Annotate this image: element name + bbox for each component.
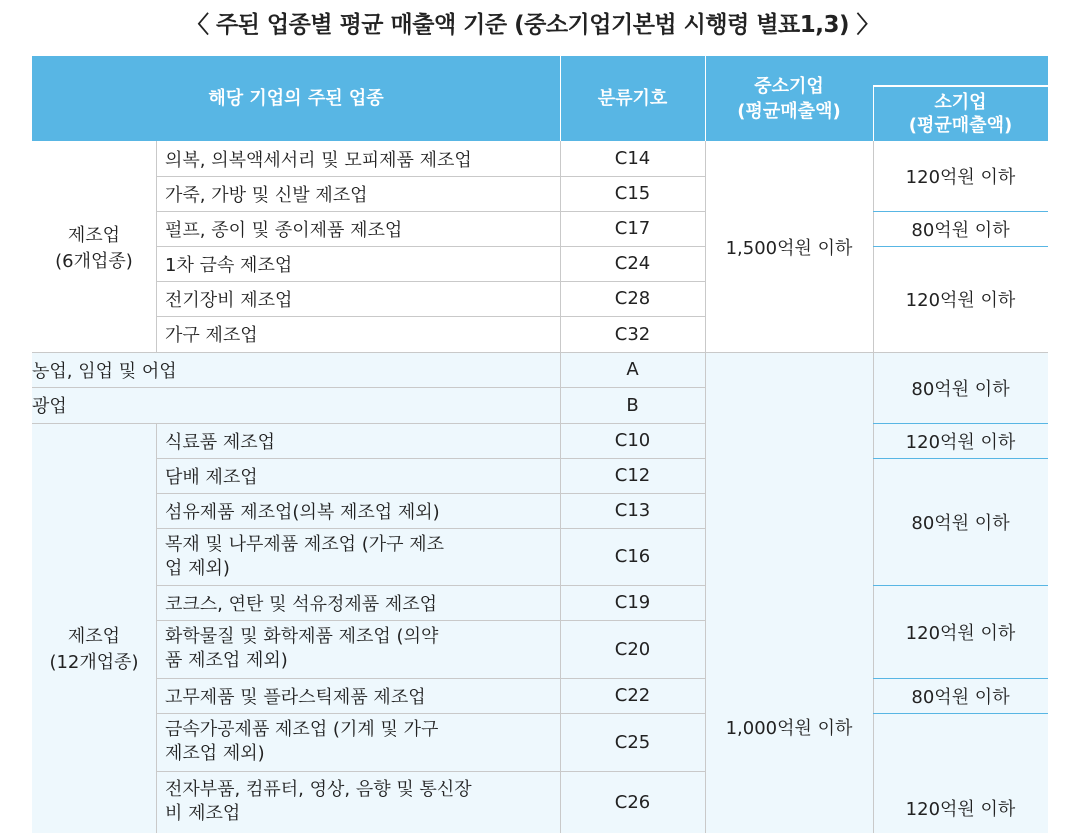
code-cell: C16 xyxy=(614,546,651,567)
table-row: 고무제품 및 플라스틱제품 제조업 xyxy=(165,686,426,708)
group1-label-line2: (6개업종) xyxy=(55,250,133,272)
header-code: 분류기호 xyxy=(560,56,705,141)
grid-line xyxy=(32,387,705,388)
grid-line xyxy=(873,246,1048,247)
group2-label-line2: (12개업종) xyxy=(49,652,139,673)
grid-line xyxy=(156,585,705,586)
table-row: 금속가공제품 제조업 (기계 및 가구 제조업 제외) xyxy=(165,719,439,764)
small-value: 80억원 이하 xyxy=(911,378,1010,400)
grid-line xyxy=(156,713,705,714)
table-row: 전기장비 제조업 xyxy=(165,289,293,311)
grid-line xyxy=(873,458,1048,459)
grid-line xyxy=(873,585,1048,586)
table-row: 목재 및 나무제품 제조업 (가구 제조업 제외) xyxy=(165,533,445,579)
page-title: 〈 주된 업종별 평균 매출액 기준 (중소기업기본법 시행령 별표1,3) 〉 xyxy=(185,12,880,38)
grid-line xyxy=(873,211,1048,212)
grid-line xyxy=(156,493,705,494)
header-small-top xyxy=(873,56,1048,85)
grid-line xyxy=(156,316,705,317)
code-cell: C19 xyxy=(614,592,651,613)
code-cell: C32 xyxy=(614,323,651,345)
small-value: 80억원 이하 xyxy=(911,219,1010,241)
group2-label-line1: 제조업 xyxy=(67,626,121,647)
small-value: 120억원 이하 xyxy=(905,167,1016,188)
code-cell: C26 xyxy=(614,791,651,813)
table-row: 전자부품, 컴퓨터, 영상, 음향 및 통신장비 제조업 xyxy=(165,779,472,824)
grid-line xyxy=(156,246,705,247)
grid-line xyxy=(156,458,705,459)
table-row: 가죽, 가방 및 신발 제조업 xyxy=(165,184,368,206)
table-row: 가구 제조업 xyxy=(165,325,258,346)
small-value: 120억원 이하 xyxy=(905,799,1016,820)
grid-line xyxy=(873,678,1048,679)
grid-line xyxy=(873,713,1048,714)
code-cell: A xyxy=(626,359,639,380)
grid-line xyxy=(156,771,705,772)
code-cell: C24 xyxy=(614,253,651,274)
grid-line xyxy=(156,281,705,282)
header-small-line2: (평균매출액) xyxy=(908,115,1013,136)
group2-sme-value: 1,000억원 이하 xyxy=(725,717,853,739)
code-cell: C10 xyxy=(614,430,651,451)
code-cell: C17 xyxy=(614,218,651,239)
group2-label xyxy=(32,423,156,833)
header-small-divider xyxy=(873,85,1048,87)
table-row: 농업, 임업 및 어업 xyxy=(32,360,177,382)
grid-line xyxy=(156,211,705,212)
table-row: 광업 xyxy=(32,396,67,417)
code-cell: C15 xyxy=(614,183,651,204)
table-row: 의복, 의복액세서리 및 모피제품 제조업 xyxy=(165,149,472,171)
header-sep-1 xyxy=(560,56,561,141)
header-sme-line2: (평균매출액) xyxy=(737,100,841,122)
group1-label xyxy=(32,141,156,352)
table-row: 담배 제조업 xyxy=(165,466,258,488)
small-value: 120억원 이하 xyxy=(905,622,1016,644)
grid-line xyxy=(156,176,705,177)
header-sep-2 xyxy=(705,56,706,141)
code-cell: C14 xyxy=(614,148,651,169)
header-small xyxy=(873,87,1048,141)
grid-line xyxy=(32,352,1048,353)
header-small-line1: 소기업 xyxy=(934,92,987,113)
grid-line xyxy=(560,141,561,833)
code-cell: C28 xyxy=(614,288,651,309)
table-row: 화학물질 및 화학제품 제조업 (의약품 제조업 제외) xyxy=(165,626,439,671)
small-value: 120억원 이하 xyxy=(905,290,1016,311)
group1-label-line1: 제조업 xyxy=(67,224,121,246)
table-row: 1차 금속 제조업 xyxy=(165,254,293,276)
table-row: 섬유제품 제조업(의복 제조업 제외) xyxy=(165,501,440,523)
code-cell: C20 xyxy=(614,638,651,660)
code-cell: B xyxy=(626,394,639,416)
small-value: 80억원 이하 xyxy=(911,512,1010,534)
header-sep-3 xyxy=(873,85,874,141)
header-sme-line1: 중소기업 xyxy=(754,75,824,97)
table-row: 펄프, 종이 및 종이제품 제조업 xyxy=(165,219,403,241)
grid-line xyxy=(156,528,705,529)
grid-line xyxy=(156,678,705,679)
table-row: 식료품 제조업 xyxy=(165,431,276,453)
table-row: 코크스, 연탄 및 석유정제품 제조업 xyxy=(165,593,438,615)
header-industry: 해당 기업의 주된 업종 xyxy=(32,56,560,141)
grid-line xyxy=(156,620,705,621)
small-value: 120억원 이하 xyxy=(905,431,1016,453)
small-value: 80억원 이하 xyxy=(911,686,1010,708)
grid-line xyxy=(873,423,1048,424)
group1-sme-value: 1,500억원 이하 xyxy=(725,237,853,259)
code-cell: C13 xyxy=(614,500,651,521)
grid-line xyxy=(32,423,705,424)
code-cell: C12 xyxy=(614,465,651,486)
grid-line xyxy=(705,141,706,833)
code-cell: C22 xyxy=(614,685,651,706)
code-cell: C25 xyxy=(614,731,651,753)
grid-line xyxy=(873,141,874,833)
header-sme xyxy=(705,56,873,141)
